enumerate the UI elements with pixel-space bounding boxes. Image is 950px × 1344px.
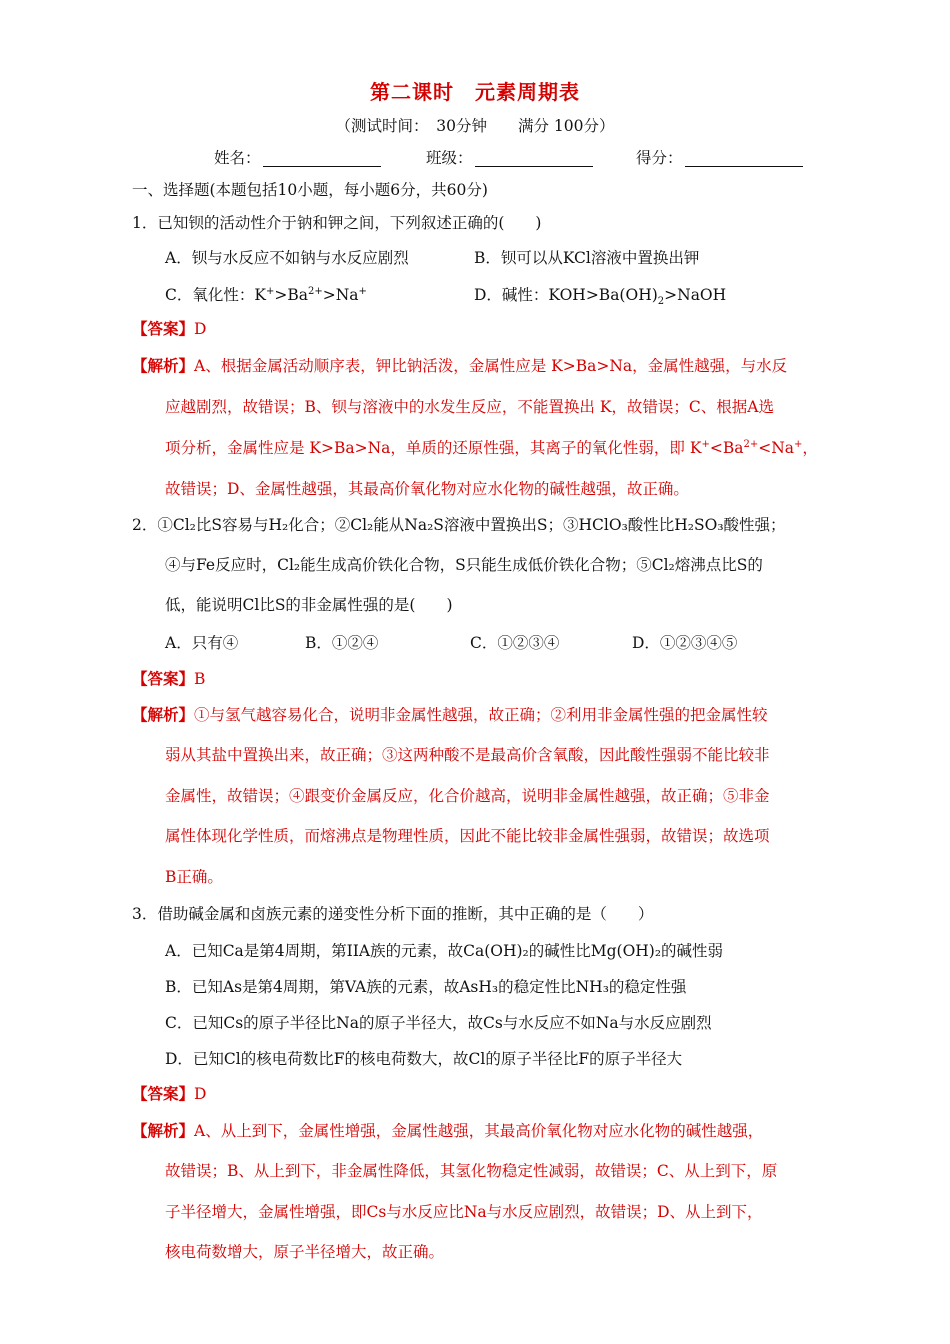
- answer-tag: 【答案】: [132, 319, 195, 338]
- q3-option-a: A．已知Ca是第4周期，第IIA族的元素，故Ca(OH)₂的碱性比Mg(OH)₂的碱性弱: [165, 942, 724, 960]
- q1-answer: [132, 319, 206, 339]
- q2-answer-value: B: [194, 670, 206, 688]
- q1-answer-value: D: [194, 320, 207, 338]
- analysis-tag: 【解析】: [132, 705, 195, 724]
- name-label: 姓名：: [214, 149, 261, 167]
- q2-analysis-line-2: 弱从其盐中置换出来，故正确；③这两种酸不是最高价含氧酸，因此酸性强弱不能比较非: [165, 746, 770, 764]
- q3-analysis-line-1: [132, 1121, 763, 1141]
- q2-analysis-line-3: 金属性，故错误；④跟变价金属反应，化合价越高，说明非金属性越强，故正确；⑤非金: [165, 787, 770, 805]
- q2-option-a: A．只有④: [165, 634, 239, 652]
- q3-analysis-line-2: 故错误；B、从上到下，非金属性降低，其氢化物稳定性减弱，故错误；C、从上到下，原: [165, 1162, 778, 1180]
- score-blank: [685, 150, 803, 167]
- analysis-tag: 【解析】: [132, 1121, 195, 1140]
- q3-stem: 3．借助碱金属和卤族元素的递变性分析下面的推断，其中正确的是（ ）: [132, 905, 654, 923]
- q1-stem: 1．已知钡的活动性介于钠和钾之间，下列叙述正确的( ): [132, 214, 542, 232]
- class-field: [426, 148, 593, 168]
- analysis-tag: 【解析】: [132, 356, 195, 375]
- q2-stem-line-3: 低，能说明Cl比S的非金属性强的是( ): [165, 596, 453, 614]
- q1-analysis-line-2: 应越剧烈，故错误；B、钡与溶液中的水发生反应，不能置换出 K，故错误；C、根据A选: [165, 398, 774, 416]
- q3-option-d: D．已知Cl的核电荷数比F的核电荷数大，故Cl的原子半径比F的原子半径大: [165, 1050, 683, 1068]
- q3-option-c: C．已知Cs的原子半径比Na的原子半径大，故Cs与水反应不如Na与水反应剧烈: [165, 1014, 712, 1032]
- class-blank: [475, 150, 593, 167]
- q2-stem-line-1: 2．①Cl₂比S容易与H₂化合；②Cl₂能从Na₂S溶液中置换出S；③HClO₃酸性比H₂SO₃酸性强；: [132, 516, 786, 534]
- page-title: 第二课时 元素周期表: [370, 80, 580, 104]
- answer-tag: 【答案】: [132, 669, 195, 688]
- q1-analysis-text-3: 项分析，金属性应是 K>Ba>Na，单质的还原性强，其离子的氧化性弱，即 K: [165, 439, 702, 457]
- q1-option-b: B．钡可以从KCl溶液中置换出钾: [474, 249, 700, 267]
- test-info: （测试时间： 30分钟 满分 100分）: [335, 117, 615, 135]
- q1-option-d-text: D．碱性：KOH>Ba(OH): [474, 286, 658, 304]
- q1-analysis-line-4: 故错误；D、金属性越强，其最高价氧化物对应水化物的碱性越强，故正确。: [165, 480, 689, 498]
- q3-option-b: B．已知As是第4周期，第VA族的元素，故AsH₃的稳定性比NH₃的稳定性强: [165, 978, 687, 996]
- score-label: 得分：: [636, 149, 683, 167]
- name-field: [214, 148, 381, 168]
- q3-analysis-text-1: A、从上到下，金属性增强，金属性越强，其最高价氧化物对应水化物的碱性越强，: [194, 1122, 764, 1140]
- q2-option-b: B．①②④: [305, 634, 379, 652]
- score-field: [636, 148, 803, 168]
- name-blank: [263, 150, 381, 167]
- q3-answer: [132, 1084, 206, 1104]
- q1-analysis-line-3: 项分析，金属性应是 K>Ba>Na，单质的还原性强，其离子的氧化性弱，即 $K^+<Ba^{2+}<Na^+$，: [165, 438, 818, 457]
- q3-analysis-line-4: 核电荷数增大，原子半径增大，故正确。: [165, 1243, 445, 1261]
- q3-analysis-line-3: 子半径增大，金属性增强，即Cs与水反应比Na与水反应剧烈，故错误；D、从上到下，: [165, 1203, 763, 1221]
- q1-analysis-line-1: [132, 356, 787, 376]
- q2-option-c: C．①②③④: [470, 634, 560, 652]
- q2-stem-line-2: ④与Fe反应时，Cl₂能生成高价铁化合物，S只能生成低价铁化合物；⑤Cl₂熔沸点比S的: [165, 556, 763, 574]
- q2-option-d: D．①②③④⑤: [632, 634, 738, 652]
- q3-answer-value: D: [194, 1085, 207, 1103]
- q2-analysis-line-5: B正确。: [165, 868, 223, 886]
- q1-option-d-tail: >NaOH: [664, 286, 727, 304]
- q1-option-c-text: C．氧化性：K: [165, 286, 266, 304]
- q2-answer: [132, 669, 205, 689]
- q1-option-c: C．氧化性：$K^+>Ba^{2+}>Na^+$: [165, 285, 367, 304]
- q2-analysis-text-1: ①与氢气越容易化合，说明非金属性越强，故正确；②利用非金属性强的把金属性较: [194, 706, 768, 724]
- q1-option-d: D．碱性：$KOH>Ba(OH)_2>NaOH$: [474, 286, 727, 308]
- answer-tag: 【答案】: [132, 1084, 195, 1103]
- q1-option-a: A．钡与水反应不如钠与水反应剧烈: [165, 249, 409, 267]
- q2-analysis-line-4: 属性体现化学性质，而熔沸点是物理性质，因此不能比较非金属性强弱，故错误；故选项: [165, 827, 770, 845]
- section-heading: 一、选择题(本题包括10小题，每小题6分，共60分): [132, 181, 488, 199]
- class-label: 班级：: [426, 149, 473, 167]
- q2-analysis-line-1: [132, 705, 768, 725]
- q1-analysis-text-1: A、根据金属活动顺序表，钾比钠活泼，金属性应是 K>Ba>Na，金属性越强，与水反: [194, 357, 788, 375]
